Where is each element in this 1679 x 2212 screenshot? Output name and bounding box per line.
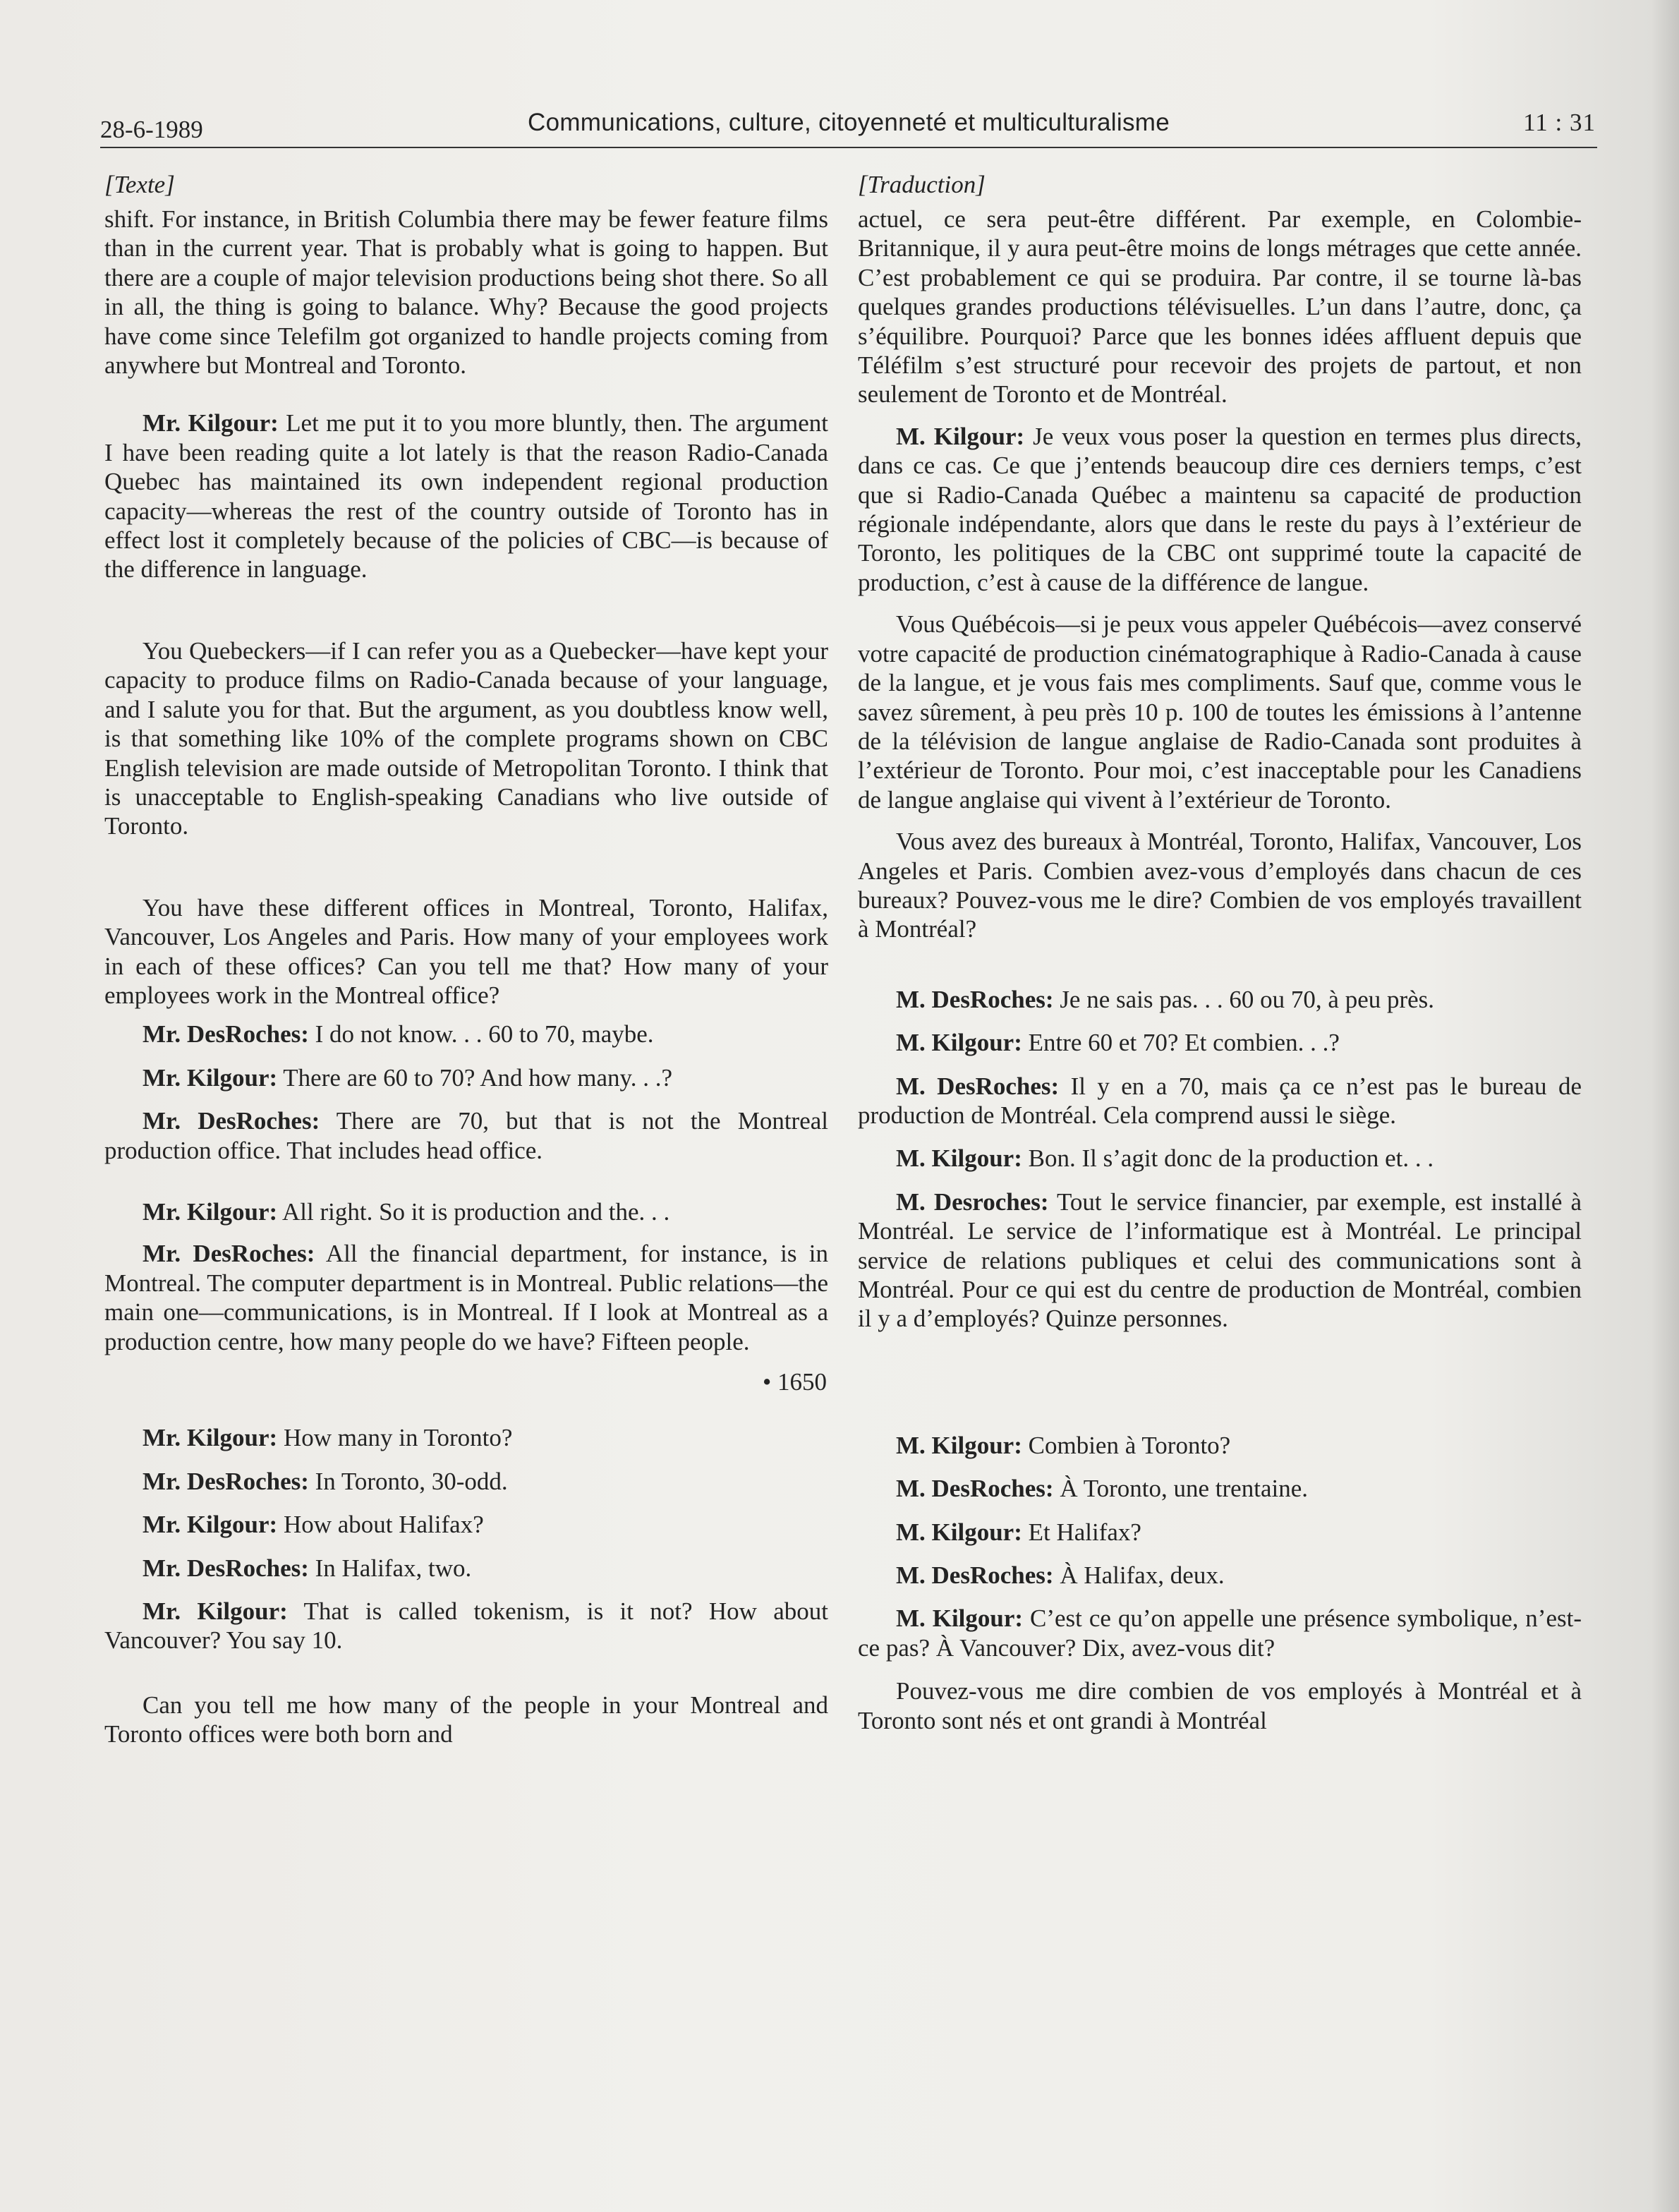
paragraph-text: All right. So it is production and the. . . bbox=[277, 1197, 670, 1226]
paragraph-text: actuel, ce sera peut-être différent. Par exemple, en Colombie-Britannique, il y aura peut-être moins de longs métrages que cette année. C’est probablement ce qui se produira. Par contre, il se tourne là-bas quelques grandes productions télévisuelles. L’un dans l’autre, donc, ça s’équilibre. Pourquoi? Parce que les bonnes idées affluent depuis que Téléfilm s’est structuré pour recevoir des projets de partout, et non seulement de Toronto et de Montréal. bbox=[858, 205, 1582, 409]
paragraph-text: Je veux vous poser la question en termes plus directs, dans ce cas. Ce que j’entends beaucoup dire ces derniers temps, c’est que si Radio-Canada Québec a maintenu sa capacité de production régionale indépendante, alors que dans le reste du pays à l’extérieur de Toronto, les politiques de la CBC ont supprimé toute la capacité de production, c’est à cause de la différence de langue. bbox=[858, 422, 1582, 596]
paragraph bbox=[858, 1431, 1582, 1460]
paragraph bbox=[104, 1423, 828, 1452]
paragraph-text: How many in Toronto? bbox=[277, 1424, 513, 1452]
speaker: M. Kilgour: bbox=[896, 422, 1025, 450]
speaker: M. Kilgour: bbox=[896, 1604, 1024, 1633]
header-date: 28-6-1989 bbox=[100, 116, 203, 143]
paragraph-text: Bon. Il s’agit donc de la production et. . . bbox=[1022, 1144, 1434, 1173]
paragraph bbox=[104, 205, 828, 380]
paragraph-text: There are 60 to 70? And how many. . .? bbox=[277, 1063, 673, 1092]
paragraph bbox=[104, 636, 828, 841]
paragraph bbox=[858, 422, 1582, 597]
paragraph bbox=[858, 1604, 1582, 1662]
paragraph bbox=[104, 1554, 828, 1583]
column-label-traduction: [Traduction] bbox=[858, 171, 986, 198]
speaker: Mr. Kilgour: bbox=[143, 409, 279, 437]
paragraph-text: Pouvez-vous me dire combien de vos employés à Montréal et à Toronto sont nés et ont grandi à Montréal bbox=[858, 1677, 1582, 1734]
speaker: M. DesRoches: bbox=[896, 1561, 1054, 1590]
speaker: Mr. Kilgour: bbox=[143, 1424, 278, 1452]
paragraph-text: À Toronto, une trentaine. bbox=[1053, 1475, 1308, 1503]
paragraph bbox=[104, 409, 828, 584]
paragraph bbox=[104, 1467, 828, 1496]
speaker: M. DesRoches: bbox=[896, 1475, 1054, 1503]
paragraph bbox=[858, 205, 1582, 409]
paragraph bbox=[104, 893, 828, 1010]
paragraph-text: Can you tell me how many of the people in your Montreal and Toronto offices were both born and bbox=[104, 1691, 828, 1748]
speaker: Mr. Kilgour: bbox=[143, 1597, 288, 1626]
paragraph-text: That is called tokenism, is it not? How about Vancouver? You say 10. bbox=[104, 1597, 829, 1655]
paragraph-text: C’est ce qu’on appelle une présence symbolique, n’est-ce pas? À Vancouver? Dix, avez-vous dit? bbox=[858, 1604, 1582, 1662]
paragraph bbox=[104, 1197, 828, 1226]
paragraph-text: Combien à Toronto? bbox=[1022, 1431, 1231, 1459]
speaker: Mr. Kilgour: bbox=[143, 1197, 278, 1226]
paragraph bbox=[858, 827, 1582, 944]
paragraph bbox=[858, 1144, 1582, 1173]
speaker: Mr. DesRoches: bbox=[143, 1554, 309, 1582]
speaker: M. DesRoches: bbox=[896, 1072, 1060, 1100]
speaker: M. Desroches: bbox=[896, 1187, 1049, 1216]
paragraph-text: Je ne sais pas. . . 60 ou 70, à peu près. bbox=[1053, 985, 1435, 1013]
paragraph-text: À Halifax, deux. bbox=[1053, 1561, 1225, 1590]
speaker: M. DesRoches: bbox=[896, 985, 1054, 1013]
page-header bbox=[100, 106, 1597, 145]
speaker: M. Kilgour: bbox=[896, 1518, 1022, 1546]
paragraph bbox=[858, 1474, 1582, 1503]
paragraph bbox=[104, 1597, 828, 1655]
speaker: M. Kilgour: bbox=[896, 1431, 1022, 1459]
paragraph bbox=[858, 1561, 1582, 1590]
paragraph-text: All the financial department, for instance, is in Montreal. The computer department is in Montreal. Public relations—the main one—communications, is in Montreal. If I look at Montreal as a production centre, how many people do we have? Fifteen people. bbox=[104, 1240, 829, 1355]
paragraph bbox=[104, 1691, 828, 1749]
french-column bbox=[858, 168, 1582, 1735]
paragraph-text: Et Halifax? bbox=[1022, 1518, 1141, 1546]
speaker: M. Kilgour: bbox=[896, 1144, 1022, 1173]
paragraph-text: Vous avez des bureaux à Montréal, Toronto, Halifax, Vancouver, Los Angeles et Paris. Combien avez-vous d’employés dans chacun de ces bureaux? Pouvez-vous me le dire? Combien de vos employés travaillent à Montréal? bbox=[858, 828, 1582, 943]
paragraph bbox=[858, 1676, 1582, 1735]
paragraph-text: In Toronto, 30-odd. bbox=[308, 1467, 508, 1495]
speaker: M. Kilgour: bbox=[896, 1029, 1022, 1057]
speaker: Mr. Kilgour: bbox=[143, 1063, 278, 1092]
paragraph-text: I do not know. . . 60 to 70, maybe. bbox=[308, 1020, 654, 1048]
speaker: Mr. DesRoches: bbox=[143, 1020, 309, 1048]
speaker: Mr. Kilgour: bbox=[143, 1511, 278, 1539]
paragraph-text: How about Halifax? bbox=[277, 1511, 484, 1539]
paragraph-text: Il y en a 70, mais ça ce n’est pas le bureau de production de Montréal. Cela comprend aussi le siège. bbox=[858, 1072, 1582, 1129]
paragraph-text: There are 70, but that is not the Montreal production office. That includes head office. bbox=[104, 1107, 828, 1164]
paragraph-text: Entre 60 et 70? Et combien. . .? bbox=[1022, 1029, 1340, 1057]
paragraph bbox=[104, 1063, 828, 1092]
paragraph bbox=[104, 1106, 828, 1165]
paragraph bbox=[858, 1028, 1582, 1057]
paragraph bbox=[858, 1072, 1582, 1130]
paragraph-text: In Halifax, two. bbox=[308, 1554, 472, 1582]
paragraph-text: shift. For instance, in British Columbia there may be fewer feature films than in the current year. That is probably what is going to happen. But there are a couple of major television productions being shot there. So all in all, the thing is going to balance. Why? Because the good projects have come since Telefilm got organized to handle projects coming from anywhere but Montreal and Toronto. bbox=[104, 205, 828, 380]
speaker: Mr. DesRoches: bbox=[143, 1467, 309, 1495]
time-marker: • 1650 bbox=[762, 1368, 827, 1396]
paragraph bbox=[104, 1239, 828, 1356]
paragraph-text: You Quebeckers—if I can refer you as a Quebecker—have kept your capacity to produce films on Radio-Canada because of your language, and I salute you for that. But the argument, as you doubtless know well, is that something like 10% of the complete programs shown on CBC English television are made outside of Metropolitan Toronto. I think that is unacceptable to English-speaking Canadians who live outside of Toronto. bbox=[104, 636, 828, 840]
speaker: Mr. DesRoches: bbox=[143, 1240, 315, 1268]
paragraph bbox=[104, 1020, 828, 1048]
paragraph-text: You have these different offices in Montreal, Toronto, Halifax, Vancouver, Los Angeles and Paris. How many of your employees work in each of these offices? Can you tell me that? How many of your employees work in the Montreal office? bbox=[104, 893, 828, 1009]
english-column bbox=[104, 168, 828, 1749]
column-label-texte: [Texte] bbox=[104, 171, 175, 198]
paragraph bbox=[104, 1510, 828, 1539]
paragraph-text: Vous Québécois—si je peux vous appeler Québécois—avez conservé votre capacité de production cinématographique à Radio-Canada à cause de la langue, et je vous fais mes compliments. Sauf que, comme vous le savez sûrement, à peu près 10 p. 100 de toutes les émissions à l’antenne de la télévision de langue anglaise de Radio-Canada sont produites à l’extérieur de Toronto. Pour moi, c’est inacceptable pour les Canadiens de langue anglaise qui vivent à l’extérieur de Toronto. bbox=[858, 610, 1582, 814]
page-edge-shadow bbox=[1651, 0, 1679, 2212]
paragraph bbox=[858, 985, 1582, 1014]
paragraph bbox=[858, 1187, 1582, 1334]
paragraph-text: Tout le service financier, par exemple, est installé à Montréal. Le service de l’informatique est à Montréal. Le principal service de relations publiques et celui des communications sont à Montréal. Pour ce qui est du centre de production de Montréal, combien il y a d’employés? Quinze personnes. bbox=[858, 1187, 1582, 1333]
paragraph bbox=[858, 1518, 1582, 1547]
header-rule bbox=[100, 147, 1597, 148]
paragraph-text: Let me put it to you more bluntly, then. The argument I have been reading quite a lot lately is that the reason Radio-Canada Quebec has maintained its own independent regional production capacity—whereas the rest of the country outside of Toronto has in effect lost it completely because of the policies of CBC—is because of the difference in language. bbox=[104, 409, 828, 584]
paragraph bbox=[858, 610, 1582, 814]
header-title: Communications, culture, citoyenneté et multiculturalisme bbox=[528, 109, 1170, 136]
speaker: Mr. DesRoches: bbox=[143, 1107, 320, 1135]
header-page-number: 11 : 31 bbox=[1523, 109, 1596, 136]
